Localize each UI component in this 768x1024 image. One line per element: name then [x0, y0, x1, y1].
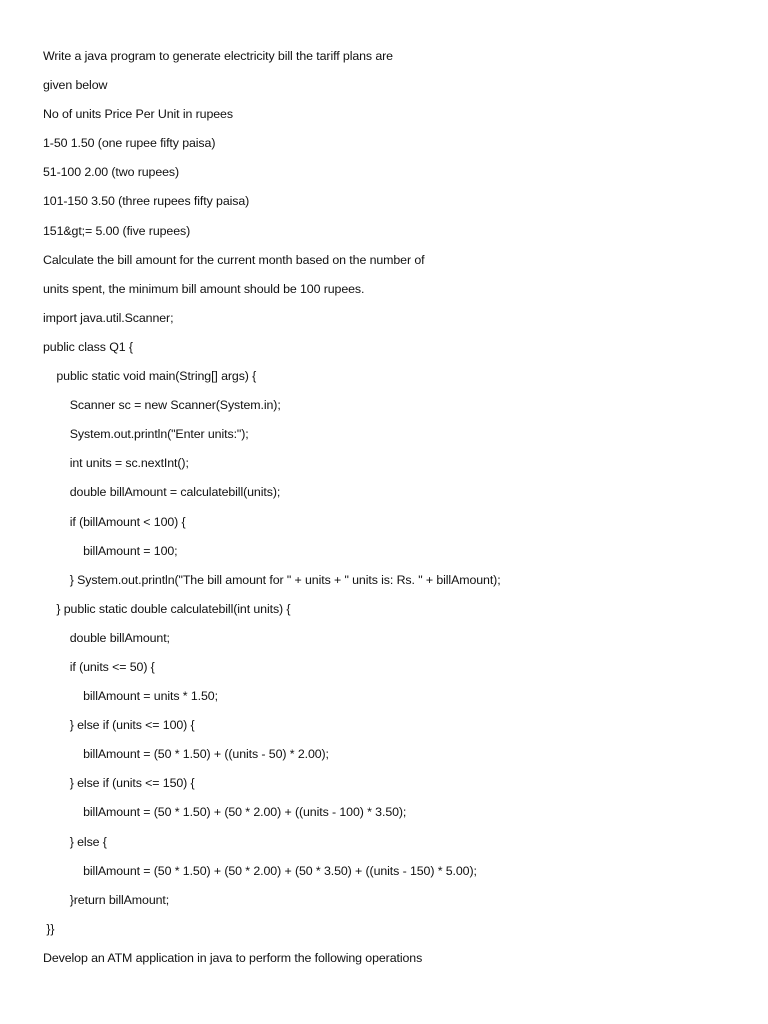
code-line: Scanner sc = new Scanner(System.in); [43, 398, 281, 413]
code-line: } System.out.println("The bill amount for " + units + " units is: Rs. " + billAmount); [43, 572, 501, 587]
code-line: }return billAmount; [43, 892, 170, 907]
code-line: billAmount = (50 * 1.50) + ((units - 50) * 2.00); [43, 747, 329, 762]
text-line: Write a java program to generate electricity bill the tariff plans are [43, 49, 393, 63]
code-line: public static void main(String[] args) { [43, 369, 257, 384]
code-line: } public static double calculatebill(int units) { [43, 601, 291, 616]
document-body [43, 45, 743, 976]
code-line: } else if (units <= 150) { [43, 776, 195, 791]
text-line: given below [43, 78, 108, 93]
text-line: Calculate the bill amount for the current month based on the number of [43, 252, 425, 267]
code-line: System.out.println("Enter units:"); [43, 427, 249, 442]
code-line: } else { [43, 834, 107, 849]
text-line: units spent, the minimum bill amount should be 100 rupees. [43, 281, 365, 296]
text-line: 51-100 2.00 (two rupees) [43, 165, 180, 180]
code-line: }} [43, 921, 55, 936]
text-line: 101-150 3.50 (three rupees fifty paisa) [43, 194, 250, 209]
code-line: int units = sc.nextInt(); [43, 456, 189, 471]
text-line: 151&gt;= 5.00 (five rupees) [43, 223, 191, 238]
code-line: } else if (units <= 100) { [43, 718, 195, 733]
code-line: billAmount = (50 * 1.50) + (50 * 2.00) + ((units - 100) * 3.50); [43, 805, 407, 820]
code-line: public class Q1 { [43, 339, 133, 354]
code-line: double billAmount = calculatebill(units); [43, 485, 281, 500]
code-line: billAmount = (50 * 1.50) + (50 * 2.00) + (50 * 3.50) + ((units - 150) * 5.00); [43, 863, 477, 878]
code-line: double billAmount; [43, 630, 170, 645]
code-line: import java.util.Scanner; [43, 310, 174, 325]
code-line: billAmount = units * 1.50; [43, 689, 218, 704]
text-line: Develop an ATM application in java to perform the following operations [43, 950, 423, 965]
code-line: if (units <= 50) { [43, 659, 155, 674]
code-line: if (billAmount < 100) { [43, 514, 186, 529]
text-line: No of units Price Per Unit in rupees [43, 107, 233, 122]
text-line: 1-50 1.50 (one rupee fifty paisa) [43, 136, 216, 151]
code-line: billAmount = 100; [43, 543, 178, 558]
